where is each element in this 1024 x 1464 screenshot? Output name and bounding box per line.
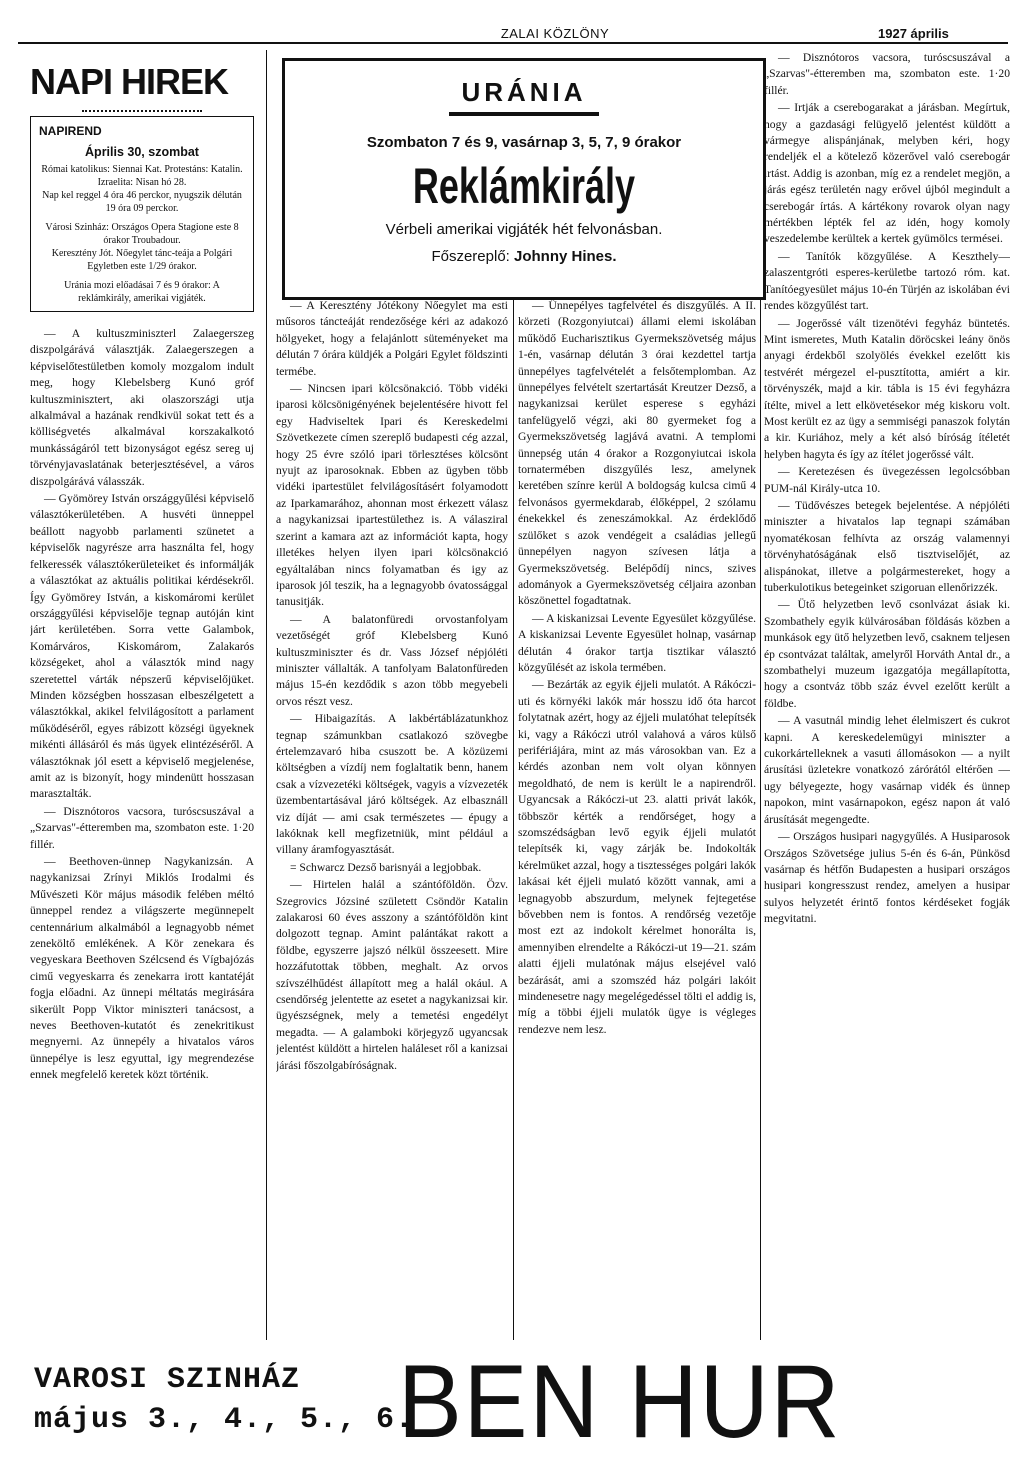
article-paragraph: — Keretezésen és üvegezéssen legolcsóbban PUM-nál Király-utca 10.	[764, 465, 1010, 495]
article-paragraph: — Bezárták az egyik éjjeli mulatót. A Rákóczi-uti és környéki lakók már hosszu idő óta harcot folytatnak azért, hogy az éjjeli mulatóhat telepítsék ki, vagy a Rákóczi utról valahová a város külső perifériájára, mint az más városokban van. Ez a kérdés azonban nem volt olyan könnyen megoldható, de nem is került le a napirendről. Ugyancsak a Rákóczi-ut 23. alatti privát lakók, többször kérték a rendőrséget, hogy a szomszédságban levő egyik éjjeli mulatót telepítsék ki, vagy zárják be. Indokolták kérelmüket azzal, hogy a tisztességes polgári lakók lakásai két éjjeli mulató között vannak, ami a legnagyobb abszurdum, melynek fejtegetése bővebben nem is fontos. A rendőrség vezetője most ezt az indokolt kérelmet honorálta is, amennyiben elrendelte a Rákóczi-ut 19—21. szám alatti éjjeli mulatónak május elsejével való bezárását, ami a szomszéd ház polgári lakóit mindenesetre nagy megelégedéssel tölti el addig is, míg a többi éjjeli mulatók ügye is végleges rendezve nem lesz.	[518, 678, 756, 1036]
column-rule	[760, 298, 761, 1340]
column-right	[764, 50, 1010, 1340]
issue-date: 1927 április	[878, 26, 949, 41]
column-napi-hirek	[30, 50, 254, 1085]
article-paragraph: — Hirtelen halál a szántóföldön. Özv. Szegrovics Józsiné született Csöndör Katalin zalakarosi 60 éves asszony a szántóföldön kint dolgozott tegnap. Amint palántákat rakott a földbe, egyszerre jajszó nélkül összeesett. Mire hozzáfutottak többen, meghalt. Az orvos szívszélhűdést állapított meg a halál okául. A csendőrség jelentette az esetet a nagykanizsai kir. ügyészségnek, mely a temetési engedélyt megadta. — A galamboki körjegyző ugyancsak jelentést küldött a hirtelen haláleset ről a kanizsai járási főszolgabíróságnak.	[276, 878, 508, 1072]
urania-cinema-ad	[282, 58, 766, 300]
star-name: Johnny Hines.	[514, 248, 617, 265]
ben-hur-ad: BEN HUR	[398, 1344, 842, 1460]
star-label: Főszereplő:	[431, 248, 510, 265]
article-paragraph: — Disznótoros vacsora, turóscsuszával a „Szarvas"-étteremben ma, szombaton este. 1·20 fillér.	[30, 804, 254, 851]
article-paragraph: = Schwarcz Dezső barisnyái a legjobbak.	[290, 860, 482, 874]
header-rule	[18, 42, 1008, 44]
theatre-ad	[34, 1360, 414, 1440]
article-paragraph: — Tanítók közgyűlése. A Keszthely—zalaszentgróti esperes-kerületbe tartozó róm. kat. Tanítóegyesület május 10-én Türjén az iskolában évi rendes közgyűlést tart.	[764, 249, 1010, 313]
napirend-line: Római katolikus: Siennai Kat. Protestáns: Katalin. Izraelita: Nisan hó 28.	[41, 164, 243, 188]
article-paragraph: — Ütő helyzetben levő csonlvázat ásiak ki. Szombathely egyik külvárosában földásás közben a munkások egy ütő helyzetben levő, csaknem teljesen ép csontvázat találtak, amelyről Horváth Antal dr., a szombathelyi muzeum igazgatója megállapította, hogy a csontváz több száz évvel ezelőtt került a földbe.	[764, 598, 1010, 710]
article-paragraph: — Irtják a cserebogarakat a járásban. Megírtuk, hogy a gazdasági felügyelő jelentést küldött a vármegye alispánjának, melyben kéri, hogy rendeljék el a kötelező közerővel való cserebogár irtást. Addig is azonban, míg ez a rendelet megjön, a járás egész területén nagy erővel újból megindult a cserebogár írtás. A kártékony rovarok olyan nagy mértékben lépték fel az idén, hogy komoly veszedelembe kerültek a kertek gyümölcs termései.	[764, 101, 1010, 246]
dotted-separator	[82, 110, 202, 112]
napirend-line: Nap kel reggel 4 óra 46 perckor, nyugszik délután 19 óra 09 perckor.	[42, 190, 242, 214]
column-middle	[276, 298, 508, 1338]
column-rule	[513, 298, 514, 1340]
film-star	[285, 248, 763, 265]
article-paragraph: — A kultuszminiszterl Zalaegerszeg diszpolgárává választják. Zalaegerszegen a képviselőtestületben komoly mozgalom indult meg, hogy Klebelsberg Kunó gróf kultuszminisztert, aki olaszországi utja alkalmával a hazának rendkivül sokat tett és a kölliségvetés alkalmával korszakalkotó munkásságáról tett bizonyságot egész sereg uj törvényjavaslatának beterjesztésével, a város diszpolgárává válasszák.	[30, 327, 254, 488]
theatre-ad-name: VAROSI SZINHÁZ	[34, 1363, 301, 1397]
cinema-underline	[449, 112, 599, 116]
column-rule	[266, 50, 267, 1340]
napirend-theatre: Városi Szinház: Országos Opera Stagione este 8 órakor Troubadour.	[45, 222, 239, 246]
cinema-name: URÁNIA	[461, 77, 587, 107]
newspaper-name: ZALAI KÖZLÖNY	[500, 26, 610, 41]
cinema-schedule: Szombaton 7 és 9, vasárnap 3, 5, 7, 9 órakor	[366, 134, 682, 151]
napirend-label: NAPIREND	[39, 124, 102, 138]
article-paragraph: — Jogerőssé vált tizenötévi fegyház büntetés. Mint ismeretes, Muth Katalin döröcskei leány önös anyagi érdekből szolyölés évekkel ezelőtt kis testvérét mérgezel el-pusztította, amiért a kir. törvényszék, majd a kir. tábla is 15 évi fegyházra ítélte, mivel a lett elkövetésekor még kiskoru volt. Most került ez az ügy a semmiségi panaszok folytán a kir. Kuriához, mely a két alsó bíróság ítéletét helyben hagyta és így az ítélet jogerőssé vált.	[764, 316, 1010, 461]
article-paragraph: — Ünnepélyes tagfelvétel és diszgyűlés. A II. körzeti (Rozgonyiutcai) állami elemi iskolában működő Eucharisztikus Gyermekszövetség május 1-én, vasárnap délután 3 órai kezdettel tartja ünnepélyes tagfelvételét a felsőtemplomban. Az ünnepélyes felvételt szertartását Kreutzer Dezső, a nagykanizsai kerület esperese s egyházi tanfelügyelő végzi, aki 80 gyermeket fog a Gyermekszövetség lagjává avatni. A templomi ünnepség után 4 órakor a Rozgonyiutcai iskola tornatermében diszgyűlés lesz, amelynek keretében színre kerül A boldogság kulcsa cimű 4 felvonásos gyermekdarab, élőképpel, 2 szólamu énekekkel és zeneszámokkal. Az érdeklődő szülőket s azok vendégeit a családias jellegű ünnepélyen nagyon szívesen látja a Gyermekszövetség. Belépődíj nincs, szives adományok a Gyermekszövetség céljaira azonban köszönettel fogadtatnak.	[518, 299, 756, 608]
napirend-date: Április 30, szombat	[85, 145, 199, 159]
napirend-theatre: Keresztény Jót. Nőegylet tánc-teája a Polgári Egyletben este 1/29 órakor.	[51, 248, 233, 272]
film-description: Vérbeli amerikai vigjáték hét felvonásban.	[385, 221, 663, 238]
section-title: NAPI HIREK	[30, 61, 229, 102]
film-title: Reklámkirály	[412, 158, 636, 214]
article-paragraph: — Tüdővészes betegek bejelentése. A népjóléti miniszter a hivatalos lap tegnapi számában nyomatékosan felhívta az ország valamennyi törvényhatóságának első tisztviselőjét, az alispánokat, illetve a polgármestereket, hogy a tuberkulotikus betegeinket szigoruan ellenőrizzék.	[764, 498, 1010, 594]
article-paragraph: — Hibaigazítás. A lakbértáblázatunkhoz tegnap számunkban csatlakozó szövegbe értelemzavaró hiba csuszott be. A közüzemi költségben a vízdíj nem foglaltatik benn, hanem csak a vízvezetéki költségek, vagyis a vízvezeték üzembentartásával járó költségek. Az elbasználl viz díját — ami csak természetes — épugy a lakóknak kell megfizetniük, mint például a villany áramfogyasztását.	[276, 712, 508, 857]
article-paragraph: — Beethoven-ünnep Nagykanizsán. A nagykanizsai Zrínyi Miklós Irodalmi és Művészeti Kör május második felében méltó ünneppel rendez a világszerte megünnepelt centennárium alkalmából a legnagyobb német zeneköltő emlékének. A Kör zenekara és vegyeskara Beethoven Szélcsend és Vígbajózás cimű vegyeskarra és zenekarra irott kantatéját fogja előadni. Az ünnepi méltatás megirására sikerült Popp Viktor miniszteri tanácsost, a neves Beethoven-kutatót és zenekritikust megnyerni. Az ünnepély a hivatalos város ünnepélye is lesz egyuttal, igy megrendezése ennek megfelelő keretek közt történik.	[30, 855, 254, 1082]
napirend-box	[30, 116, 254, 312]
article-paragraph: — A Keresztény Jótékony Nőegylet ma esti műsoros táncteáját rendezősége kéri az adakozó hölgyeket, hogy a felajánlott süteményeket ma délután 7 órára küldjék a Polgári Egylet földszinti termébe.	[276, 299, 508, 378]
article-paragraph: — Országos husipari nagygyűlés. A Husiparosok Országos Szövetsége julius 5-én és 6-án, Pünkösd vasárnap és hétfőn Budapesten a husipari országos husipari kongresszust rendez, amelyen a husipar sulyos helyzetét érintő fontos kérdéseket fogják megvitatni.	[764, 830, 1010, 926]
article-paragraph: — Gyömörey István országgyűlési képviselő választókerületében. A husvéti ünneppel beállott nagyobb parlamenti szünetet a képviselők nagyrésze arra használta fel, hogy felkeressék választókerületeiket és informálják a választókat az aktuális politikai kérdésekről. Így Gyömörey István, a kiskomáromi kerület országgyűlési képviselője tegnap autóján kint járt kerületében. Sorra vette Galambok, Komárváros, Kiskomárom, Zalakarós községeket, ahol a választók mind nagy szeretettel várták népszerű képviselőjüket. Minden községben hosszasan elbeszélgetett a választókkal, akikel felvilágosított a parlament működéséről, egyes rábizott községi ügyeknek mikénti állásáról és más ügyek elintézéséről. A választóknak jól esett a képviselő megjelenése, amit az is bizonyít, hogy mindenütt hosszasan marasztalták.	[30, 492, 254, 801]
napirend-urania: Uránia mozi előadásai 7 és 9 órakor: A reklámkirály, amerikai vigjáték.	[64, 280, 220, 304]
theatre-ad-dates: május 3., 4., 5., 6.	[34, 1403, 415, 1437]
column-right-middle	[518, 298, 756, 1338]
article-paragraph: — A kiskanizsai Levente Egyesület közgyűlése. A kiskanizsai Levente Egyesület holnap, vasárnap délután 4 órakor tartja tisztikar választó közgyűlését az iskola termében.	[518, 611, 756, 674]
article-paragraph: — A vasutnál mindig lehet élelmiszert és cukrot kapni. A kereskedelemügyi miniszter a cukorkártelleknek a vasuti állomásokon — a nyilt árusítási üzletekre vonatkozó zárórától eltérően — ugy bélyegezte, hogy vasárnap vidék és ünnep napokon, mint vasárnapokon, egész napon át való árusítását megengedte.	[764, 714, 1010, 826]
article-paragraph: — A balatonfüredi orvostanfolyam vezetőségét gróf Klebelsberg Kunó kultuszminiszter és dr. Vass József népjóléti miniszter vállalták. A tanfolyam Balatonfüreden május 15-én kezdődik s azon több megyebeli orvos részt vesz.	[276, 612, 508, 708]
article-paragraph: — Disznótoros vacsora, turóscsuszával a „Szarvas"-étteremben ma, szombaton este. 1·20 fillér.	[764, 51, 1010, 97]
article-paragraph: — Nincsen ipari kölcsönakció. Több vidéki iparosi kölcsönigényének bejelentésére hivott fel egy Hadviseltek Ipari és Kereskedelmi Szövetkezete címen szereplő budapesti cég azzal, hogy 25 évre szóló ipari törlesztéses kölcsönt nyujt az iparosoknak. Ebben az ügyben több vidéki ipartestület felvilágosításért folyamodott az Iparkamarához, ahonnan most érkezett válasz a nagykanizsai ipartestülethez is. A válasziral szerint a kamara azt az információt kapta, hogy illetékes helyen ilyen ipari kölcsönakció egyáltalában nincs folyamatban és igy az iparosok jól teszik, ha a legnagyobb óvatossággal tanusitják.	[276, 382, 508, 609]
